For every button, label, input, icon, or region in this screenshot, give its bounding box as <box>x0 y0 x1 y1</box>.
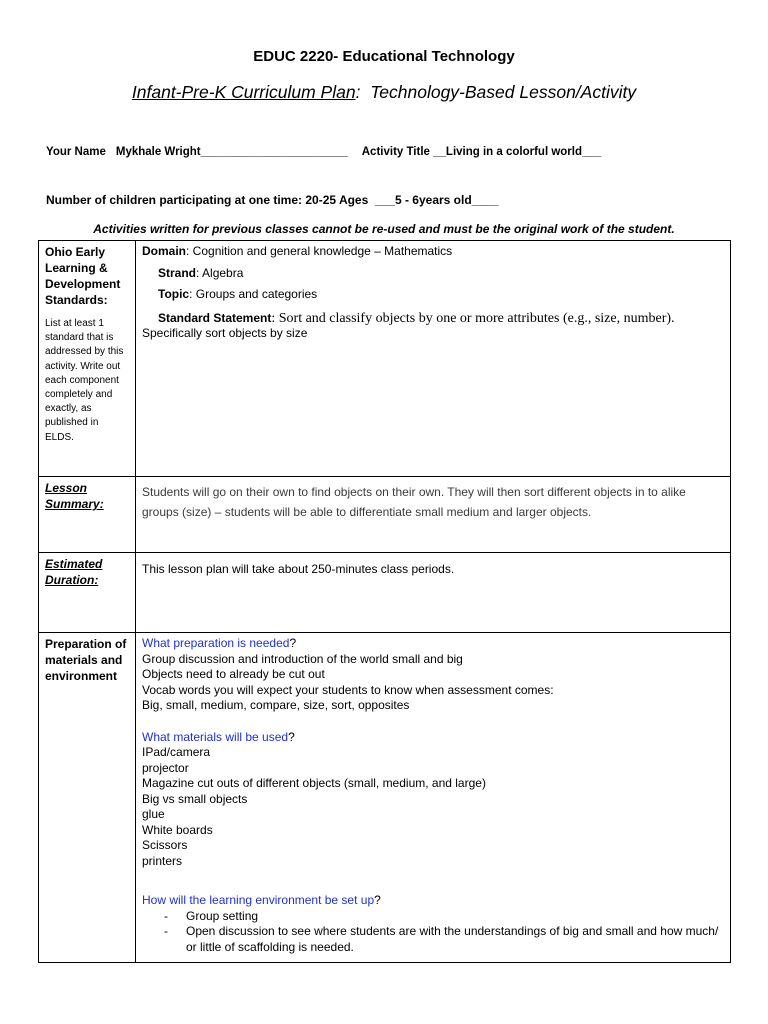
table-row <box>39 477 731 553</box>
statement-line <box>158 311 724 327</box>
material-item: projector <box>142 760 189 775</box>
materials-question <box>142 730 724 746</box>
domain-line <box>142 244 724 260</box>
plan-title-underlined: Infant-Pre-K Curriculum Plan <box>131 82 356 102</box>
list-item: - Group setting <box>164 909 724 925</box>
material-item: glue <box>142 807 165 821</box>
duration-cell <box>136 553 731 633</box>
setup-list <box>142 909 724 956</box>
plan-title-rest: Technology-Based Lesson/Activity <box>360 82 637 102</box>
standards-label: Ohio Early Learning & Development Standards: <box>45 245 121 307</box>
originality-note: Activities written for previous classes cannot be re-used and must be the original work of the student. <box>93 222 675 236</box>
strand-label: Strand <box>158 265 197 280</box>
lesson-summary-cell <box>136 477 731 553</box>
duration-text: This lesson plan will take about 250-minutes class periods. <box>142 562 455 576</box>
standards-label-cell <box>39 241 136 477</box>
preparation-question-text: What preparation is needed <box>142 636 290 650</box>
topic-label: Topic <box>158 287 190 301</box>
standards-instruction: List at least 1 standard that is addressed by this activity. Write out each component completely and exactly, as published in ELDS. <box>45 318 124 443</box>
topic-value: : Groups and categories <box>189 287 318 301</box>
strand-line <box>158 266 724 282</box>
children-count-line: Number of children participating at one time: 20-25 Ages ___5 - 6years old____ <box>46 193 499 207</box>
material-item: Magazine cut outs of different objects (small, medium, and large) <box>142 776 486 790</box>
question-mark: ? <box>289 636 297 650</box>
course-title: EDUC 2220- Educational Technology <box>253 48 515 65</box>
strand-value: : Algebra <box>196 265 244 280</box>
environment-question <box>142 893 724 909</box>
prep-line: Big, small, medium, compare, size, sort, opposites <box>142 698 410 712</box>
plan-title <box>0 82 768 103</box>
duration-label: Estimated Duration: <box>45 557 103 587</box>
table-row <box>39 633 731 963</box>
material-item: Big vs small objects <box>142 791 248 806</box>
materials-question-text: What materials will be used <box>142 729 289 744</box>
environment-question-text: How will the learning environment be set up <box>142 893 375 907</box>
question-mark: ? <box>374 893 381 907</box>
name-value: Mykhale Wright_______________________ <box>115 146 348 158</box>
table-row <box>39 241 731 477</box>
preparation-label: Preparation of materials and environment <box>45 637 127 683</box>
prep-line: Objects need to already be cut out <box>142 667 325 681</box>
material-item: printers <box>142 853 183 868</box>
lesson-summary-label: Lesson Summary: <box>45 481 104 511</box>
preparation-label-cell <box>39 633 136 963</box>
preparation-cell <box>136 633 731 963</box>
name-label: Your Name <box>46 146 106 158</box>
lesson-summary-text: Students will go on their own to find objects on their own. They will then sort different objects in to alike groups (size) – students will be able to differentiate small medium and larger objects. <box>142 485 686 519</box>
question-mark: ? <box>288 729 295 744</box>
domain-value: : Cognition and general knowledge – Mathematics <box>186 244 453 258</box>
activity-value: __Living in a colorful world___ <box>433 146 602 158</box>
name-activity-line <box>46 146 601 158</box>
curriculum-plan-table <box>38 240 731 963</box>
statement-value: : Sort and classify objects by one or more attributes (e.g., size, number). <box>271 310 675 326</box>
duration-label-cell <box>39 553 136 633</box>
standards-content-cell <box>136 241 731 477</box>
topic-line <box>158 287 724 303</box>
material-item: Scissors <box>142 838 188 852</box>
plan-title-colon: : <box>355 82 361 102</box>
prep-line: Vocab words you will expect your students to know when assessment comes: <box>142 682 554 697</box>
domain-label: Domain <box>142 244 187 258</box>
lesson-summary-label-cell <box>39 477 136 553</box>
table-row <box>39 553 731 633</box>
prep-line: Group discussion and introduction of the world small and big <box>142 651 463 666</box>
statement-extra: Specifically sort objects by size <box>142 326 308 340</box>
preparation-question <box>142 636 724 652</box>
material-item: White boards <box>142 822 213 837</box>
material-item: IPad/camera <box>142 745 211 759</box>
statement-label: Standard Statement <box>158 310 272 325</box>
list-item: - Open discussion to see where students are with the understandings of big and small and how much/ or little of scaffolding is needed. <box>164 924 724 955</box>
activity-label: Activity Title <box>361 146 430 158</box>
